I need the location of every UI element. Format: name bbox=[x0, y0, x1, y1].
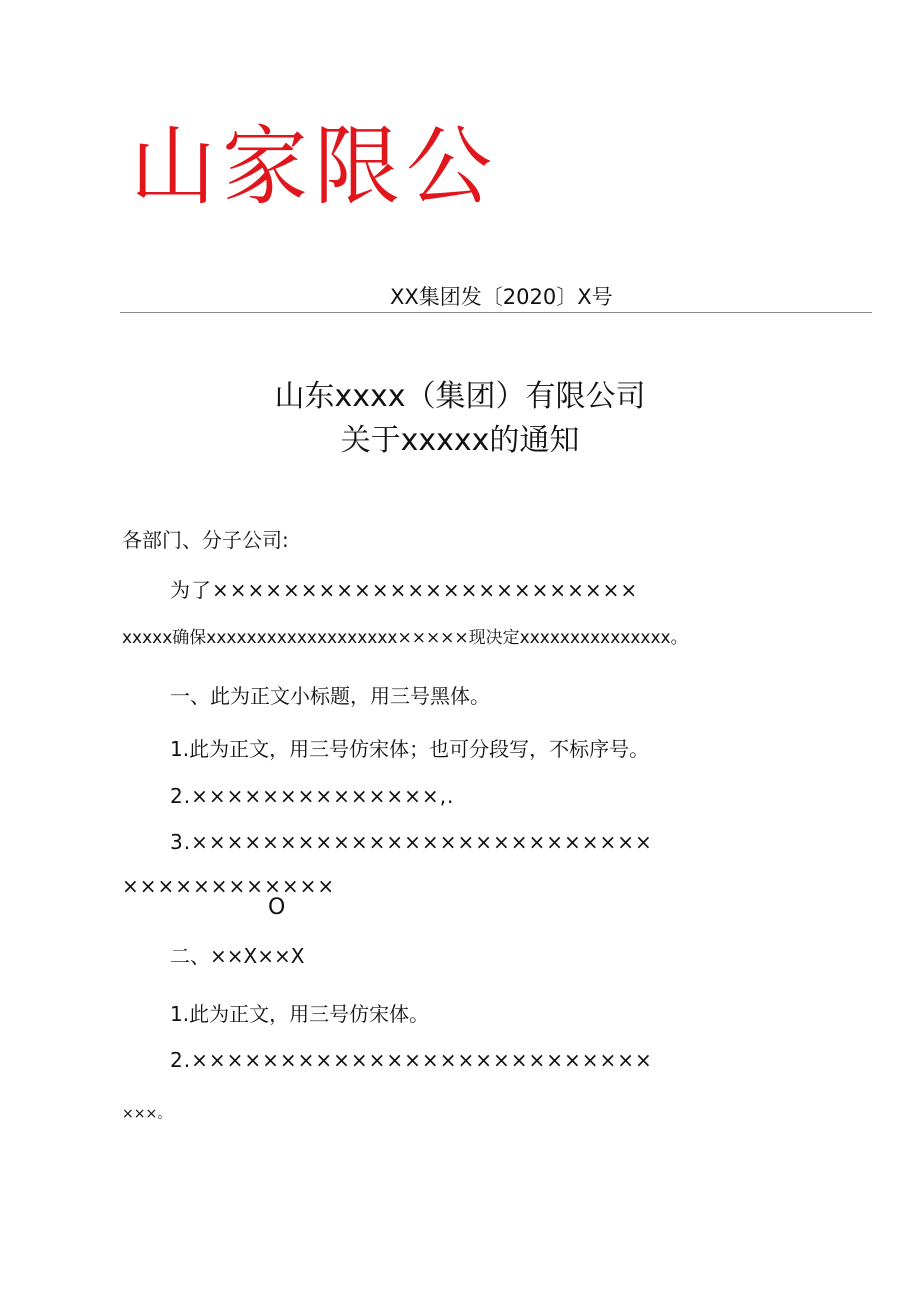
section-1-item-3-continued: ×××××××××××× bbox=[122, 874, 336, 898]
document-number: XX集团发〔2020〕X号 bbox=[390, 285, 613, 309]
intro-paragraph-line-1: 为了×××××××××××××××××××××××× bbox=[170, 578, 639, 602]
section-1-period-mark: O bbox=[268, 895, 286, 920]
section-1-item-1: 1.此为正文，用三号仿宋体；也可分段写，不标序号。 bbox=[170, 737, 650, 761]
section-2-item-2-continued: ×××。 bbox=[122, 1106, 172, 1122]
notice-title-line-1: 山东xxxx（集团）有限公司 bbox=[274, 379, 646, 414]
letterhead-title: 山家限公 bbox=[130, 117, 498, 217]
section-1-item-2: 2.××××××××××××××,. bbox=[170, 784, 455, 808]
header-divider bbox=[120, 312, 872, 313]
notice-title-line-2: 关于xxxxx的通知 bbox=[340, 423, 580, 458]
section-1-item-3: 3.×××××××××××××××××××××××××× bbox=[170, 830, 653, 854]
salutation: 各部门、分子公司: bbox=[122, 528, 289, 552]
section-2-item-2: 2.×××××××××××××××××××××××××× bbox=[170, 1048, 653, 1072]
section-1-heading: 一、此为正文小标题，用三号黑体。 bbox=[170, 684, 490, 708]
intro-paragraph-line-2: xxxxx确保xxxxxxxxxxxxxxxxxxx×××××现决定xxxxxxxxxxxxxxx。 bbox=[122, 628, 688, 648]
section-2-item-1: 1.此为正文，用三号仿宋体。 bbox=[170, 1002, 430, 1026]
section-2-heading: 二、××X××X bbox=[170, 944, 305, 968]
